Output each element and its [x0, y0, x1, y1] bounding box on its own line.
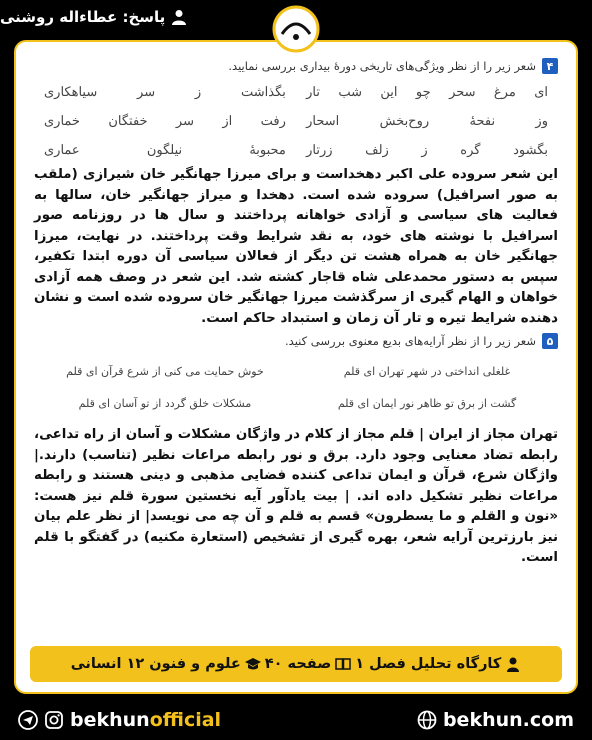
instagram-icon[interactable]: [44, 710, 64, 730]
hemistich: گشت از برق تو ظاهر نور ایمان ای قلم: [337, 396, 517, 410]
hemistich: رفت از سر خفتگان خماری: [44, 114, 286, 129]
poem-4-verse-1: [34, 78, 558, 107]
hemistich: بگشود گره ز زلف زرتار: [306, 143, 548, 158]
question-4-number: ۴: [542, 58, 558, 74]
poem-4-verse-3: [34, 136, 558, 165]
answer-5: تهران مجاز از ایران | قلم مجاز از کلام در واژگان مشکلات و آسان از راه تداعی، رابطه تضاد معنایی وجود دارد. برق و نور رابطه مراعات نظیر (تناسب) دارند.| واژگان شرع، قرآن و ایمان تداعی کننده فضایی مذهبی و دینی هستند و رابطه مراعات نظیر تشکیل داده اند. | بیت یادآور آیه نخستین سورة قلم نیز هست: «نون و القلم و ما یسطرون» قسم به قلم و آن چه می نویسد| از نظر علم بیان نیز بارزترین آرایه شعر، بهره گیری از تشخیص (استعارة مکنیه) در گفتگو با قلم است.: [34, 427, 558, 565]
globe-icon: [417, 710, 437, 730]
hemistich: غلغلی انداختی در شهر تهران ای قلم: [343, 364, 511, 378]
hemistich: محبوبهٔ نیلگون عماری: [44, 143, 286, 158]
student-icon: [505, 656, 521, 672]
social-handle[interactable]: [18, 709, 221, 731]
answer-4: این شعر سروده علی اکبر دهخداست و برای میرزا جهانگیر خان شیرازی (ملقب به صور اسرافیل) سروده شده است. دهخدا و میراز جهانگیر خان، سالها به فعالیت های سیاسی و آزادی خواهانه پرداختند و سال ها در روزنامه صور اسرافیل با نوشته های خود، به نقد شرایط وقت پرداختند. در نهایت، میرزا جهانگیر خان به همراه هشت تن دیگر از فعالان سیاسی آن دوره ابتدا تکفیر، سپس به دستور محمدعلی شاه قاجار کشته شد. این شعر در وصف همه آزادی خواهان و الهام گیری از سرگذشت میرزا جهانگیر خان سروده شده است و نشان دهنده شرایط تیره و تار آن زمان و استبداد حاکم است.: [34, 167, 558, 326]
hemistich: بگذاشت ز سر سیاهکاری: [44, 85, 286, 100]
question-5-header: [34, 333, 558, 349]
hemistich: مشکلات خلق گردد از تو آسان ای قلم: [78, 396, 252, 410]
content-card: [14, 40, 578, 694]
lesson-banner: [30, 646, 562, 682]
banner-subject: علوم و فنون ۱۲ انسانی: [70, 656, 241, 672]
banner-chapter: کارگاه تحلیل فصل ۱: [355, 656, 502, 672]
website-url[interactable]: bekhun.com: [442, 709, 574, 731]
user-icon: [171, 9, 187, 25]
banner-page: صفحه ۴۰: [264, 656, 332, 672]
author-label: پاسخ: عطاءاله روشنی: [0, 8, 166, 26]
graduation-cap-icon: [245, 656, 261, 672]
book-icon: [335, 656, 351, 672]
question-5-prompt: شعر زیر را از نظر آرایه‌های بدیع معنوی بررسی کنید.: [285, 334, 536, 348]
website-link[interactable]: [417, 709, 574, 731]
footer: [0, 700, 592, 740]
poem-5: [34, 355, 558, 419]
poem-4-verse-2: [34, 107, 558, 136]
poem-5-verse-1: [34, 355, 558, 387]
social-suffix: official: [149, 709, 222, 731]
hemistich: وز نفحهٔ روح‌بخش اسحار: [306, 114, 548, 129]
question-4-header: [34, 58, 558, 74]
poem-5-verse-2: [34, 387, 558, 419]
content-area: [34, 52, 558, 569]
hemistich: خوش حمایت می کنی از شرع قرآن ای قلم: [66, 364, 264, 378]
question-5-number: ۵: [542, 333, 558, 349]
poem-4: [34, 78, 558, 165]
bekhun-logo: [268, 4, 324, 54]
telegram-icon[interactable]: [18, 710, 38, 730]
hemistich: ای مرغ سحر چو این شب تار: [306, 85, 548, 100]
social-prefix: bekhun: [70, 709, 150, 731]
question-4-prompt: شعر زیر را از نظر ویژگی‌های تاریخی دورهٔ بیداری بررسی نمایید.: [228, 59, 536, 73]
